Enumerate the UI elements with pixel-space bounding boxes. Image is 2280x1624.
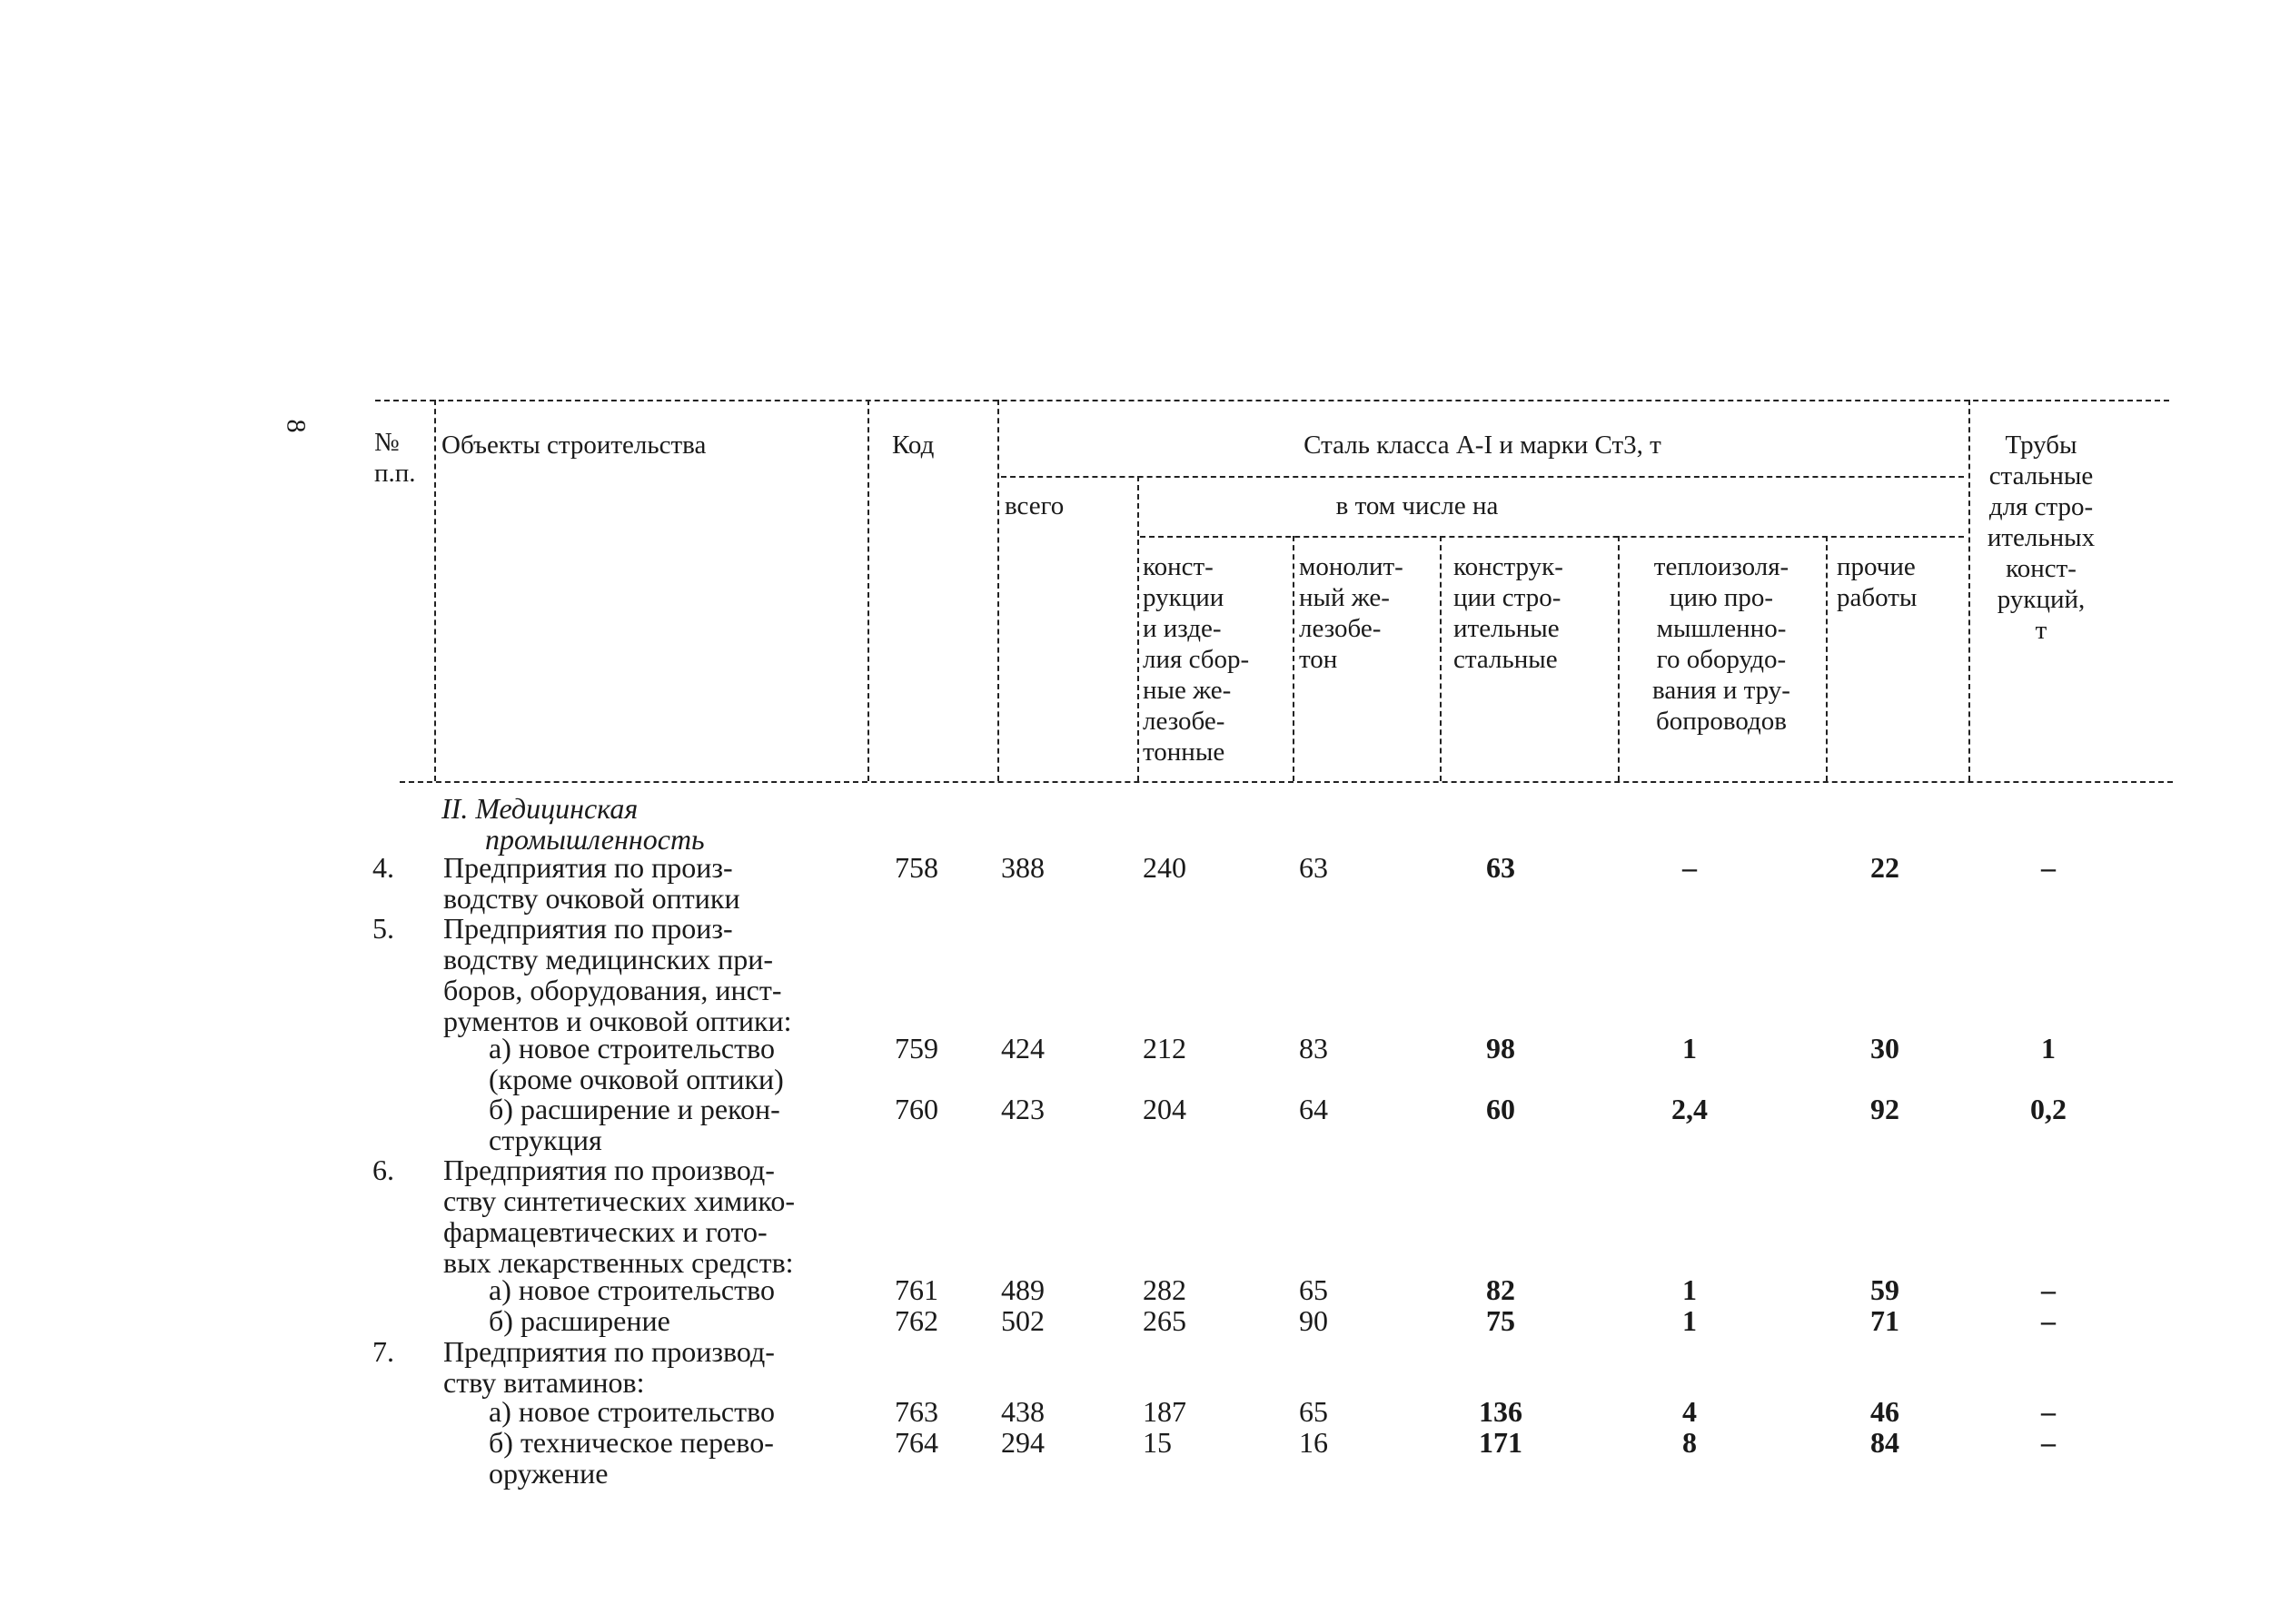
cell-code: 764 — [895, 1426, 938, 1459]
cell-code: 759 — [895, 1032, 938, 1065]
row-number: 4. — [372, 851, 394, 884]
cell-c2: 90 — [1299, 1304, 1328, 1337]
cell-c3: 63 — [1486, 851, 1515, 884]
cell-c4: 4 — [1682, 1395, 1697, 1428]
header-sub-insulation: теплоизоля- цию про- мышленно- го оборудо- вания и тру- бопроводов — [1652, 552, 1790, 736]
cell-c4: 2,4 — [1671, 1093, 1708, 1125]
cell-c3: 171 — [1479, 1426, 1522, 1459]
cell-code: 762 — [895, 1304, 938, 1337]
cell-c4: 1 — [1682, 1273, 1697, 1306]
cell-c4: 1 — [1682, 1032, 1697, 1065]
header-code: Код — [892, 431, 935, 460]
cell-pipes: – — [2041, 1304, 2056, 1337]
col-divider — [1826, 536, 1828, 781]
header-objects: Объекты строительства — [441, 431, 707, 460]
row-object-name: Предприятия по произ- водству очковой оптики — [443, 851, 740, 915]
cell-c5: 84 — [1870, 1426, 1899, 1459]
cell-c3: 75 — [1486, 1304, 1515, 1337]
cell-c4: – — [1682, 851, 1697, 884]
row-object-name: а) новое строительство — [489, 1273, 775, 1306]
cell-c2: 83 — [1299, 1032, 1328, 1065]
header-sub-monolithic: монолит- ный же- лезобе- тон — [1299, 552, 1403, 674]
cell-total: 388 — [1001, 851, 1045, 884]
cell-c2: 64 — [1299, 1093, 1328, 1125]
row-number: 5. — [372, 912, 394, 945]
cell-pipes: 0,2 — [2030, 1093, 2067, 1125]
cell-pipes: 1 — [2041, 1032, 2056, 1065]
header-sub-other: прочие работы — [1837, 552, 1918, 612]
incl-group-rule — [1140, 536, 1964, 538]
cell-total: 438 — [1001, 1395, 1045, 1428]
cell-c5: 46 — [1870, 1395, 1899, 1428]
row-object-name: Предприятия по производ- ству синтетических химико- фармацевтических и гото- вых лекарственных средств: — [443, 1154, 795, 1279]
cell-c1: 240 — [1143, 851, 1186, 884]
page-number: 8 — [281, 419, 312, 433]
cell-c5: 59 — [1870, 1273, 1899, 1306]
cell-c2: 65 — [1299, 1273, 1328, 1306]
header-bottom-rule — [400, 781, 2173, 783]
cell-c3: 98 — [1486, 1032, 1515, 1065]
cell-c1: 265 — [1143, 1304, 1186, 1337]
cell-c1: 282 — [1143, 1273, 1186, 1306]
cell-c1: 204 — [1143, 1093, 1186, 1125]
cell-c1: 212 — [1143, 1032, 1186, 1065]
cell-c1: 15 — [1143, 1426, 1172, 1459]
header-sub-steel: конструк- ции стро- ительные стальные — [1453, 552, 1563, 674]
cell-c1: 187 — [1143, 1395, 1186, 1428]
cell-code: 761 — [895, 1273, 938, 1306]
row-number: 7. — [372, 1335, 394, 1368]
cell-pipes: – — [2041, 851, 2056, 884]
row-object-name: а) новое строительство (кроме очковой оптики) — [489, 1032, 784, 1095]
row-object-name: Предприятия по производ- ству витаминов: — [443, 1335, 775, 1399]
col-divider — [1440, 536, 1442, 781]
row-number: 6. — [372, 1154, 394, 1186]
header-pipes: Трубы стальные для стро- ительных конст- рукций, т — [1987, 431, 2096, 645]
cell-total: 294 — [1001, 1426, 1045, 1459]
cell-code: 763 — [895, 1395, 938, 1428]
cell-c5: 30 — [1870, 1032, 1899, 1065]
cell-c5: 92 — [1870, 1093, 1899, 1125]
cell-pipes: – — [2041, 1426, 2056, 1459]
cell-c5: 71 — [1870, 1304, 1899, 1337]
cell-c2: 63 — [1299, 851, 1328, 884]
row-object-name: Предприятия по произ- водству медицинских при- боров, оборудования, инст- рументов и очковой оптики: — [443, 912, 792, 1037]
header-incl-group: в том числе на — [1335, 491, 1499, 520]
header-steel-group: Сталь класса А-I и марки Ст3, т — [1304, 431, 1661, 460]
col-divider — [1968, 400, 1970, 781]
header-num: № п.п. — [374, 428, 416, 488]
cell-c3: 136 — [1479, 1395, 1522, 1428]
col-divider — [997, 400, 999, 781]
section-title: II. Медицинская промышленность — [441, 792, 705, 856]
col-divider — [1618, 536, 1620, 781]
cell-c2: 65 — [1299, 1395, 1328, 1428]
cell-code: 760 — [895, 1093, 938, 1125]
cell-code: 758 — [895, 851, 938, 884]
col-divider — [434, 400, 436, 781]
cell-c2: 16 — [1299, 1426, 1328, 1459]
cell-c4: 1 — [1682, 1304, 1697, 1337]
cell-total: 489 — [1001, 1273, 1045, 1306]
cell-c3: 60 — [1486, 1093, 1515, 1125]
cell-total: 423 — [1001, 1093, 1045, 1125]
cell-total: 502 — [1001, 1304, 1045, 1337]
row-object-name: б) расширение — [489, 1304, 670, 1337]
col-divider — [1137, 476, 1139, 781]
row-object-name: б) техническое перево- оружение — [489, 1426, 774, 1490]
cell-pipes: – — [2041, 1395, 2056, 1428]
header-total: всего — [1005, 491, 1065, 520]
cell-total: 424 — [1001, 1032, 1045, 1065]
row-object-name: а) новое строительство — [489, 1395, 775, 1428]
table-top-rule — [375, 400, 2169, 401]
cell-pipes: – — [2041, 1273, 2056, 1306]
col-divider — [867, 400, 869, 781]
col-divider — [1293, 536, 1294, 781]
cell-c3: 82 — [1486, 1273, 1515, 1306]
row-object-name: б) расширение и рекон- струкция — [489, 1093, 780, 1156]
header-sub-precast: конст- рукции и изде- лия сбор- ные же- лезобе- тонные — [1143, 552, 1250, 767]
steel-group-rule — [1001, 476, 1964, 478]
cell-c4: 8 — [1682, 1426, 1697, 1459]
cell-c5: 22 — [1870, 851, 1899, 884]
